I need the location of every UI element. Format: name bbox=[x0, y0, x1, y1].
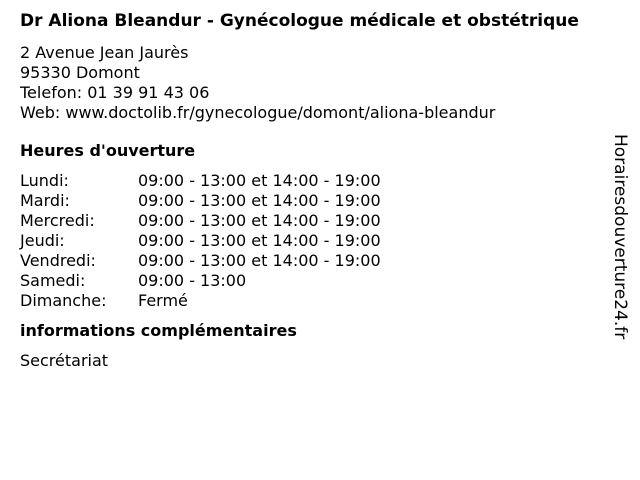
listing-card bbox=[20, 10, 620, 371]
site-watermark: Horairesdouverture24.fr bbox=[610, 134, 630, 340]
street-address: 2 Avenue Jean Jaurès bbox=[20, 43, 189, 62]
hours-row-saturday bbox=[20, 271, 620, 291]
hours-row-friday bbox=[20, 251, 620, 271]
address-block bbox=[20, 43, 620, 123]
time-range: 09:00 - 13:00 et 14:00 - 19:00 bbox=[138, 191, 381, 210]
opening-hours-table bbox=[20, 171, 620, 311]
day-label: Mardi: bbox=[20, 191, 70, 210]
hours-row-monday bbox=[20, 171, 620, 191]
time-range: 09:00 - 13:00 et 14:00 - 19:00 bbox=[138, 211, 381, 230]
info-text: Secrétariat bbox=[20, 351, 109, 370]
time-range: 09:00 - 13:00 et 14:00 - 19:00 bbox=[138, 171, 381, 190]
page-title: Dr Aliona Bleandur - Gynécologue médicale et obstétrique bbox=[20, 11, 579, 31]
day-label: Vendredi: bbox=[20, 251, 96, 270]
hours-row-wednesday bbox=[20, 211, 620, 231]
hours-row-sunday bbox=[20, 291, 620, 311]
time-range: 09:00 - 13:00 bbox=[138, 271, 247, 290]
info-heading: informations complémentaires bbox=[20, 321, 297, 340]
day-label: Jeudi: bbox=[20, 231, 65, 250]
time-range: 09:00 - 13:00 et 14:00 - 19:00 bbox=[138, 231, 381, 250]
website-url: Web: www.doctolib.fr/gynecologue/domont/aliona-bleandur bbox=[20, 103, 496, 122]
day-label: Mercredi: bbox=[20, 211, 95, 230]
time-range: Fermé bbox=[138, 291, 188, 310]
day-label: Samedi: bbox=[20, 271, 86, 290]
phone-number: Telefon: 01 39 91 43 06 bbox=[20, 83, 210, 102]
hours-heading: Heures d'ouverture bbox=[20, 141, 196, 160]
day-label: Lundi: bbox=[20, 171, 69, 190]
day-label: Dimanche: bbox=[20, 291, 107, 310]
hours-row-thursday bbox=[20, 231, 620, 251]
city-postcode: 95330 Domont bbox=[20, 63, 140, 82]
time-range: 09:00 - 13:00 et 14:00 - 19:00 bbox=[138, 251, 381, 270]
hours-row-tuesday bbox=[20, 191, 620, 211]
